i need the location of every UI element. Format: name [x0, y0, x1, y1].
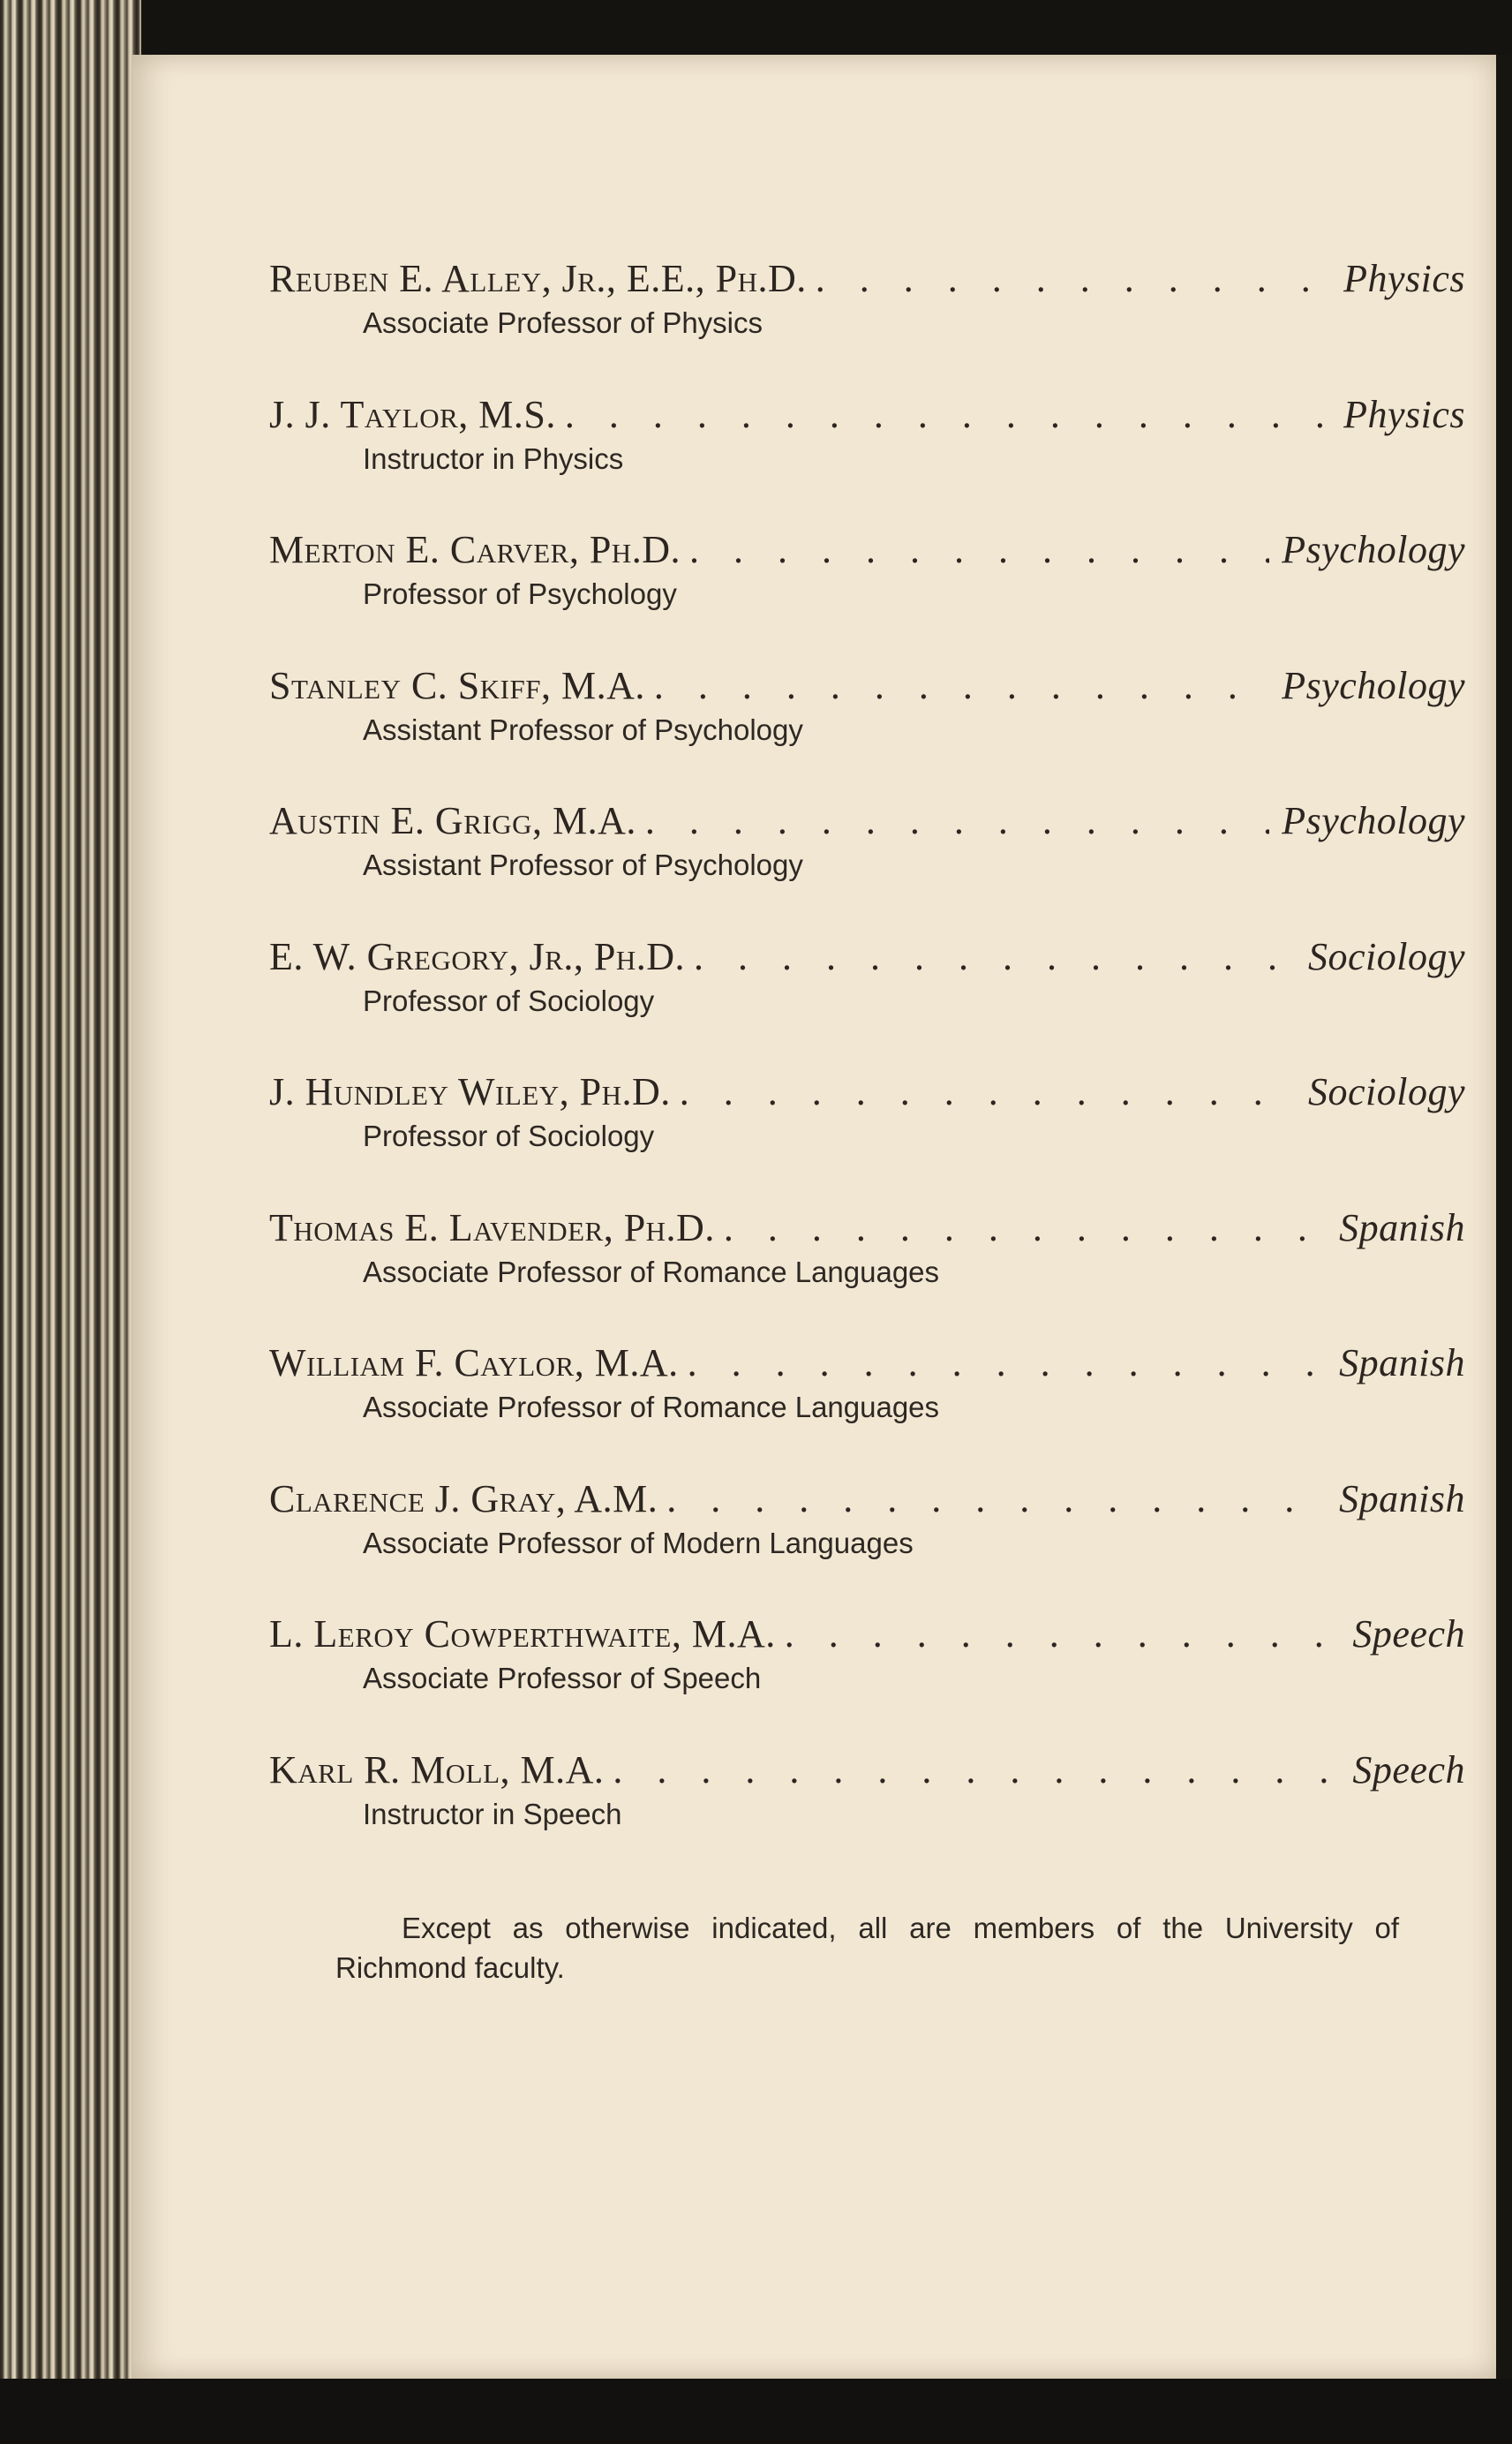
entry-heading — [269, 663, 1465, 709]
faculty-title: Associate Professor of Romance Languages — [363, 1391, 940, 1423]
faculty-entry — [269, 1611, 1465, 1747]
department: Physics — [1343, 257, 1465, 300]
faculty-title: Professor of Sociology — [363, 1120, 655, 1152]
entry-heading — [269, 1340, 1465, 1386]
faculty-name: Clarence J. Gray, A.M. — [269, 1476, 658, 1520]
book-page-edges — [0, 0, 141, 2444]
faculty-entry — [269, 1340, 1465, 1476]
entry-heading — [269, 798, 1465, 844]
faculty-title: Associate Professor of Physics — [363, 306, 764, 339]
dot-leader — [685, 934, 1296, 980]
department: Spanish — [1339, 1341, 1465, 1384]
department: Sociology — [1307, 934, 1465, 978]
faculty-name: Reuben E. Alley, Jr., E.E., Ph.D. — [269, 257, 807, 300]
faculty-name: Merton E. Carver, Ph.D. — [269, 528, 681, 571]
scan-top-border — [0, 0, 1512, 55]
faculty-name: E. W. Gregory, Jr., Ph.D. — [269, 934, 686, 978]
department: Psychology — [1282, 663, 1465, 707]
faculty-name: L. Leroy Cowperthwaite, M.A. — [269, 1612, 776, 1656]
faculty-entry — [269, 527, 1465, 663]
faculty-title: Instructor in Speech — [363, 1797, 622, 1830]
dot-leader — [636, 798, 1269, 844]
dot-leader — [776, 1611, 1341, 1657]
entry-heading — [269, 1069, 1465, 1115]
faculty-title: Assistant Professor of Psychology — [363, 713, 803, 746]
entry-heading — [269, 256, 1465, 302]
faculty-title: Professor of Psychology — [363, 577, 677, 610]
faculty-name: Stanley C. Skiff, M.A. — [269, 663, 645, 707]
faculty-title: Associate Professor of Modern Languages — [363, 1526, 914, 1559]
dot-leader — [681, 527, 1269, 573]
dot-leader — [604, 1747, 1340, 1793]
entry-heading — [269, 1611, 1465, 1657]
department: Speech — [1352, 1612, 1465, 1656]
department: Spanish — [1339, 1205, 1465, 1249]
dot-leader — [556, 392, 1331, 438]
department: Psychology — [1282, 799, 1465, 842]
scan-bottom-border — [0, 2379, 1512, 2444]
dot-leader — [679, 1340, 1328, 1386]
faculty-name: Karl R. Moll, M.A. — [269, 1747, 605, 1792]
faculty-name: William F. Caylor, M.A. — [269, 1341, 679, 1384]
dot-leader — [715, 1205, 1327, 1251]
faculty-entry — [269, 1069, 1465, 1205]
faculty-title: Associate Professor of Romance Languages — [363, 1255, 940, 1288]
dot-leader — [658, 1476, 1327, 1522]
faculty-entry — [269, 1747, 1465, 1883]
dot-leader — [807, 256, 1331, 302]
entry-heading — [269, 392, 1465, 438]
department: Sociology — [1307, 1070, 1465, 1113]
faculty-list — [269, 256, 1465, 1882]
entry-heading — [269, 527, 1465, 573]
faculty-title: Instructor in Physics — [363, 441, 624, 475]
footnote: Except as otherwise indicated, all are members of the University of Richmond faculty. — [335, 1912, 1399, 1984]
faculty-title: Professor of Sociology — [363, 984, 655, 1017]
faculty-entry — [269, 256, 1465, 392]
faculty-name: J. Hundley Wiley, Ph.D. — [269, 1070, 671, 1113]
faculty-title: Associate Professor of Speech — [363, 1662, 762, 1694]
entry-heading — [269, 934, 1465, 980]
faculty-name: Austin E. Grigg, M.A. — [269, 799, 636, 842]
faculty-entry — [269, 1205, 1465, 1341]
entry-heading — [269, 1476, 1465, 1522]
faculty-entry — [269, 934, 1465, 1070]
entry-heading — [269, 1747, 1465, 1793]
dot-leader — [671, 1069, 1296, 1115]
department: Psychology — [1282, 528, 1465, 571]
faculty-title: Assistant Professor of Psychology — [363, 849, 803, 881]
faculty-name: J. J. Taylor, M.S. — [269, 392, 556, 436]
dot-leader — [645, 663, 1269, 709]
faculty-entry — [269, 1476, 1465, 1612]
department: Physics — [1343, 392, 1465, 436]
faculty-name: Thomas E. Lavender, Ph.D. — [269, 1205, 715, 1249]
faculty-entry — [269, 798, 1465, 934]
faculty-entry — [269, 392, 1465, 528]
department: Spanish — [1339, 1476, 1465, 1520]
entry-heading — [269, 1205, 1465, 1251]
department: Speech — [1352, 1747, 1465, 1792]
faculty-entry — [269, 663, 1465, 799]
